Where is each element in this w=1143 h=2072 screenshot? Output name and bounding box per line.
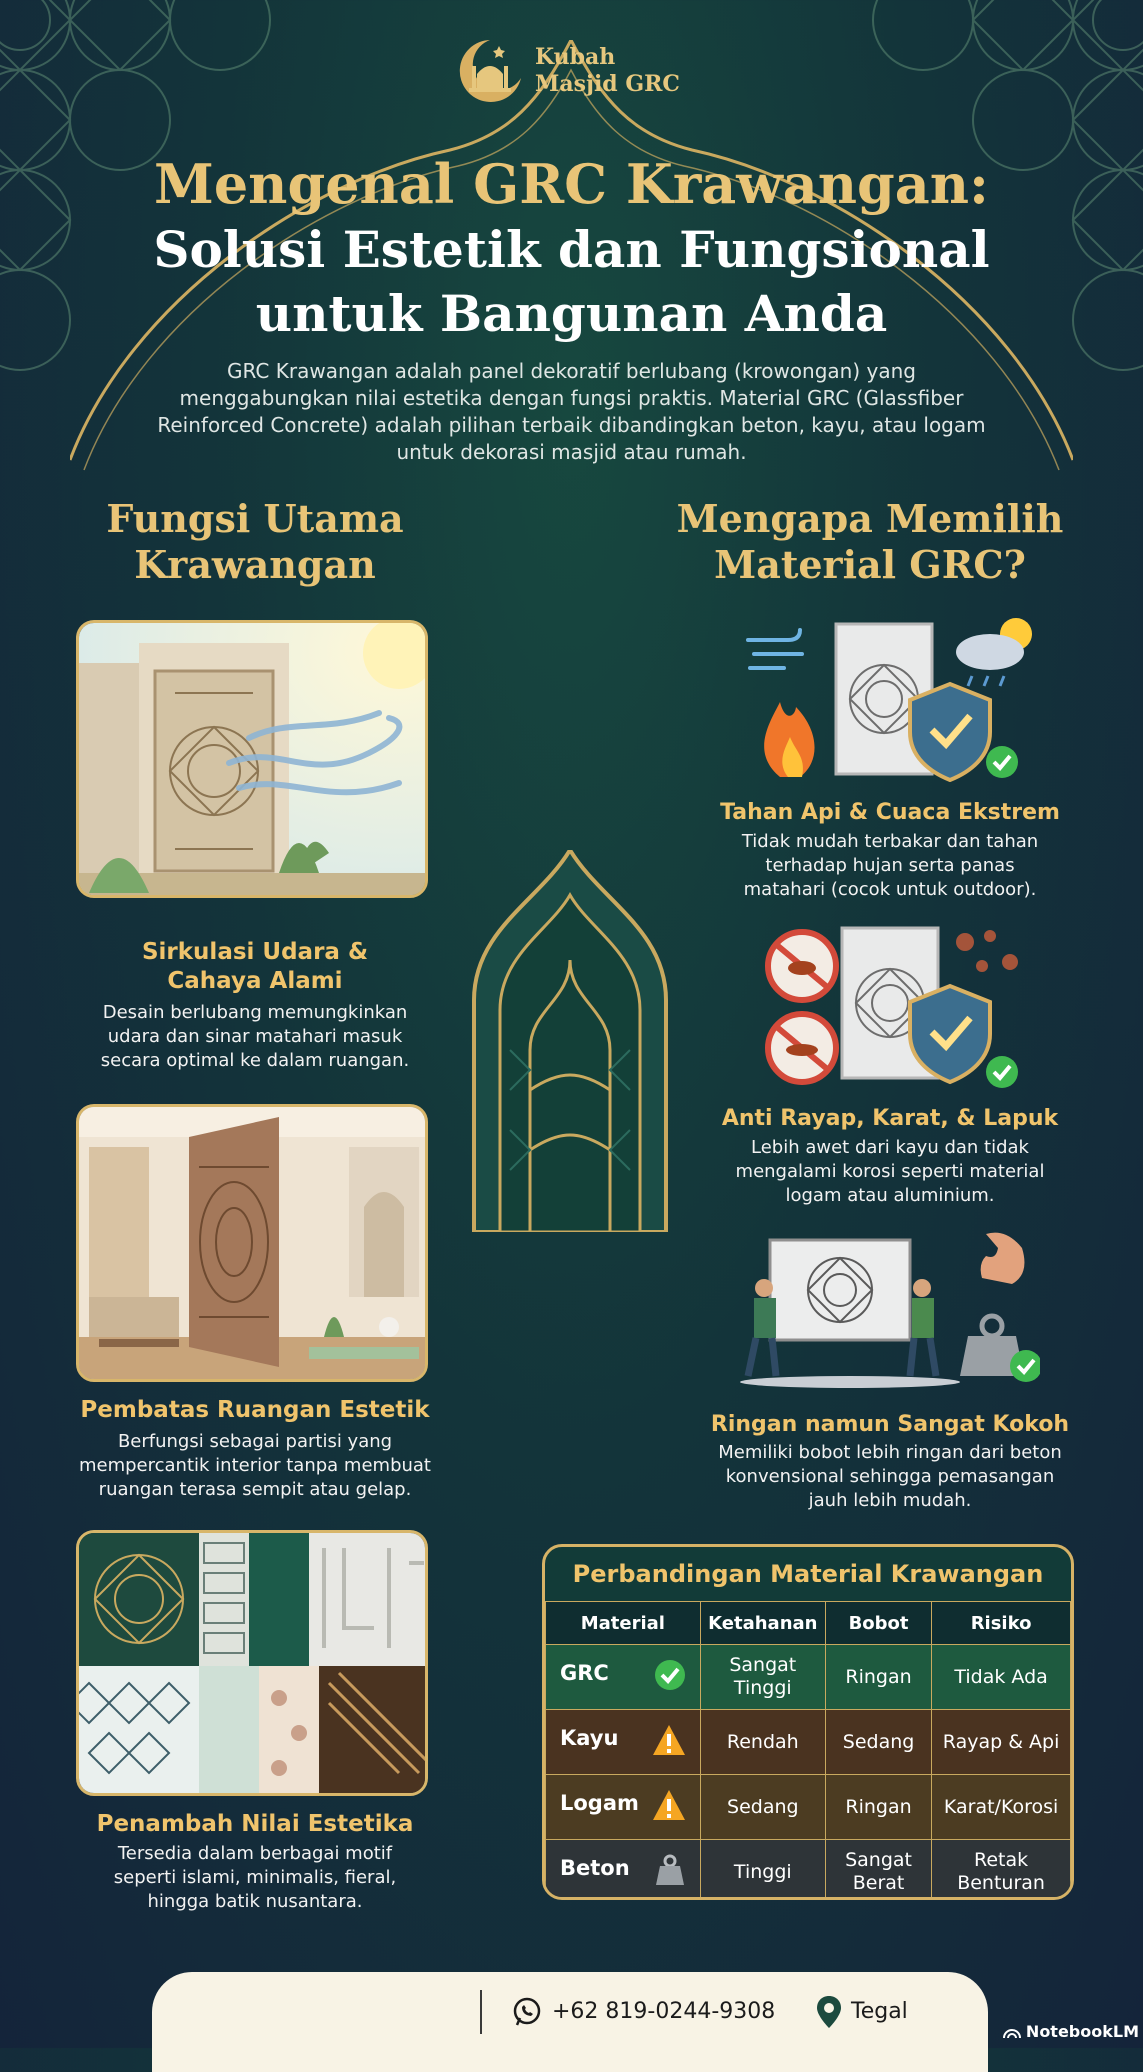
- center-arch-ornament: [470, 850, 670, 1232]
- material-cell: [546, 1840, 701, 1901]
- item-desc-line: Tidak mudah terbakar dan tahan: [741, 831, 1039, 852]
- brand-line1: Kubah: [535, 44, 616, 70]
- brand-logo: [455, 36, 680, 106]
- pattern-collage-icon: [79, 1533, 428, 1796]
- item-desc-line: udara dan sinar matahari masuk: [107, 1026, 403, 1047]
- header-risiko: Risiko: [932, 1602, 1071, 1645]
- table-cell: [825, 1840, 931, 1901]
- header-ketahanan: Ketahanan: [700, 1602, 825, 1645]
- check-icon: [653, 1658, 687, 1692]
- location-pin-icon: [817, 1996, 841, 2028]
- phone-contact[interactable]: [512, 1992, 775, 2032]
- item-desc-line: secara optimal ke dalam ruangan.: [100, 1050, 410, 1071]
- weight-icon: [653, 1853, 687, 1887]
- cell-line: Rendah: [726, 1730, 799, 1753]
- item-title-anti-rayap: Anti Rayap, Karat, & Lapuk: [721, 1106, 1059, 1131]
- table-cell: [700, 1710, 825, 1775]
- table-cell: [700, 1840, 825, 1901]
- material-name: Beton: [560, 1856, 630, 1880]
- header-bobot: Bobot: [825, 1602, 931, 1645]
- cell-line: Tinggi: [733, 1860, 792, 1883]
- cell-line: Karat/Korosi: [943, 1795, 1059, 1818]
- material-cell: [546, 1775, 701, 1840]
- item-desc-tahan-api: [700, 830, 1080, 902]
- whatsapp-icon: [512, 1997, 542, 2027]
- material-name: GRC: [560, 1661, 609, 1685]
- item-title-line: Cahaya Alami: [167, 968, 343, 994]
- heading-mengapa: [660, 496, 1080, 588]
- item-desc-line: Desain berlubang memungkinkan: [102, 1002, 408, 1023]
- item-title-tahan-api: Tahan Api & Cuaca Ekstrem: [720, 800, 1060, 825]
- material-cell: [546, 1645, 701, 1710]
- cell-line: Sangat: [845, 1849, 912, 1871]
- material-name: Logam: [560, 1791, 639, 1815]
- table-cell: [825, 1775, 931, 1840]
- mosque-logo-icon: [455, 36, 525, 106]
- item-desc-line: terhadap hujan serta panas: [765, 855, 1015, 876]
- item-title-line: Sirkulasi Udara &: [141, 939, 369, 965]
- item-desc-sirkulasi: [60, 1001, 450, 1073]
- motif-collage: [76, 1530, 428, 1796]
- notebooklm-watermark: [1003, 2022, 1139, 2041]
- title-line3: untuk Bangunan Anda: [255, 284, 888, 343]
- heading-mengapa-line2: Material GRC?: [714, 542, 1026, 587]
- comparison-table: [545, 1601, 1071, 1900]
- item-title-estetika: [60, 1810, 450, 1839]
- title-line1: Mengenal GRC Krawangan:: [154, 152, 989, 216]
- table-row: [546, 1840, 1071, 1901]
- item-desc-line: ruangan terasa sempit atau gelap.: [98, 1479, 412, 1500]
- table-cell: [700, 1775, 825, 1840]
- item-title-ringan: Ringan namun Sangat Kokoh: [710, 1412, 1070, 1437]
- table-row: [546, 1710, 1071, 1775]
- room-partition-illustration: [76, 1104, 428, 1382]
- item-title-sirkulasi: [60, 938, 450, 996]
- cell-line: Ringan: [845, 1665, 912, 1688]
- ventilation-illustration: [76, 620, 428, 898]
- item-title-pembatas: [60, 1396, 450, 1425]
- header-material: Material: [546, 1602, 701, 1645]
- footer-divider: [480, 1990, 482, 2034]
- item-desc-line: mengalami korosi seperti material: [735, 1161, 1045, 1182]
- heading-fungsi-line2: Krawangan: [134, 542, 376, 587]
- item-desc-line: logam atau aluminium.: [785, 1185, 995, 1206]
- building-wind-sun-icon: [79, 623, 428, 898]
- table-cell: [825, 1645, 931, 1710]
- warning-icon: [651, 1788, 687, 1822]
- item-desc-line: Memiliki bobot lebih ringan dari beton: [718, 1442, 1062, 1463]
- item-desc-estetika: [60, 1842, 450, 1914]
- table-cell: [825, 1710, 931, 1775]
- item-desc-line: Berfungsi sebagai partisi yang: [117, 1431, 393, 1452]
- room-partition-icon: [79, 1107, 428, 1382]
- fire-weather-shield-icon: [740, 612, 1040, 782]
- cell-line: Benturan: [957, 1872, 1045, 1894]
- cell-line: Sangat: [729, 1654, 797, 1676]
- item-desc-line: Tersedia dalam berbagai motif: [117, 1843, 393, 1864]
- cell-line: Tidak Ada: [954, 1665, 1048, 1688]
- item-desc-line: hingga batik nusantara.: [147, 1891, 363, 1912]
- table-header-row: [546, 1602, 1071, 1645]
- brand-line2: Masjid GRC: [535, 71, 680, 97]
- item-title-line: Penambah Nilai Estetika: [96, 1811, 414, 1837]
- material-name: Kayu: [560, 1726, 619, 1750]
- table-cell: [932, 1840, 1071, 1901]
- cell-line: Ringan: [845, 1795, 912, 1818]
- comparison-title: Perbandingan Material Krawangan: [572, 1560, 1044, 1588]
- location-contact[interactable]: [817, 1992, 908, 2032]
- heading-fungsi-line1: Fungsi Utama: [106, 496, 404, 541]
- table-row: [546, 1775, 1071, 1840]
- cell-line: Tinggi: [733, 1677, 792, 1699]
- cell-line: Sedang: [727, 1795, 799, 1818]
- location-name: Tegal: [851, 1999, 908, 2024]
- warning-icon: [651, 1723, 687, 1757]
- heading-fungsi: [60, 496, 450, 588]
- contact-footer: [152, 1972, 988, 2072]
- phone-number: +62 819-0244-9308: [552, 1999, 776, 2024]
- item-desc-line: matahari (cocok untuk outdoor).: [743, 879, 1037, 900]
- item-desc-line: mempercantik interior tanpa membuat: [78, 1455, 431, 1476]
- item-desc-line: jauh lebih mudah.: [808, 1490, 972, 1511]
- cell-line: Retak: [974, 1849, 1029, 1871]
- notebooklm-icon: [1003, 2025, 1021, 2039]
- item-desc-anti-rayap: [700, 1136, 1080, 1208]
- item-desc-pembatas: [60, 1430, 450, 1502]
- table-cell: [932, 1775, 1071, 1840]
- watermark-text: NotebookLM: [1025, 2022, 1139, 2041]
- cell-line: Sedang: [842, 1730, 915, 1753]
- lightweight-strong-icon: [740, 1226, 1040, 1396]
- heading-mengapa-line1: Mengapa Memilih: [676, 496, 1064, 541]
- table-cell: [932, 1710, 1071, 1775]
- anti-pest-shield-icon: [760, 922, 1060, 1092]
- comparison-table-card: [542, 1544, 1074, 1900]
- cell-line: Berat: [852, 1872, 905, 1894]
- table-cell: [700, 1645, 825, 1710]
- item-desc-line: Lebih awet dari kayu dan tidak: [751, 1137, 1029, 1158]
- item-title-line: Pembatas Ruangan Estetik: [80, 1397, 430, 1423]
- intro-paragraph: GRC Krawangan adalah panel dekoratif berlubang (krowongan) yang menggabungkan nilai estetika dengan fungsi praktis. Material GRC (Glassfiber Reinforced Concrete) adalah pilihan terbaik dibandingkan beton, kayu, atau logam untuk dekorasi masjid atau rumah.: [157, 359, 986, 464]
- item-desc-line: konvensional sehingga pemasangan: [725, 1466, 1055, 1487]
- item-desc-ringan: [690, 1441, 1090, 1513]
- cell-line: Rayap & Api: [942, 1730, 1060, 1753]
- title-line2: Solusi Estetik dan Fungsional: [153, 220, 990, 279]
- material-cell: [546, 1710, 701, 1775]
- table-cell: [932, 1645, 1071, 1710]
- item-desc-line: seperti islami, minimalis, fieral,: [113, 1867, 397, 1888]
- page-title: [0, 150, 1143, 346]
- table-row: [546, 1645, 1071, 1710]
